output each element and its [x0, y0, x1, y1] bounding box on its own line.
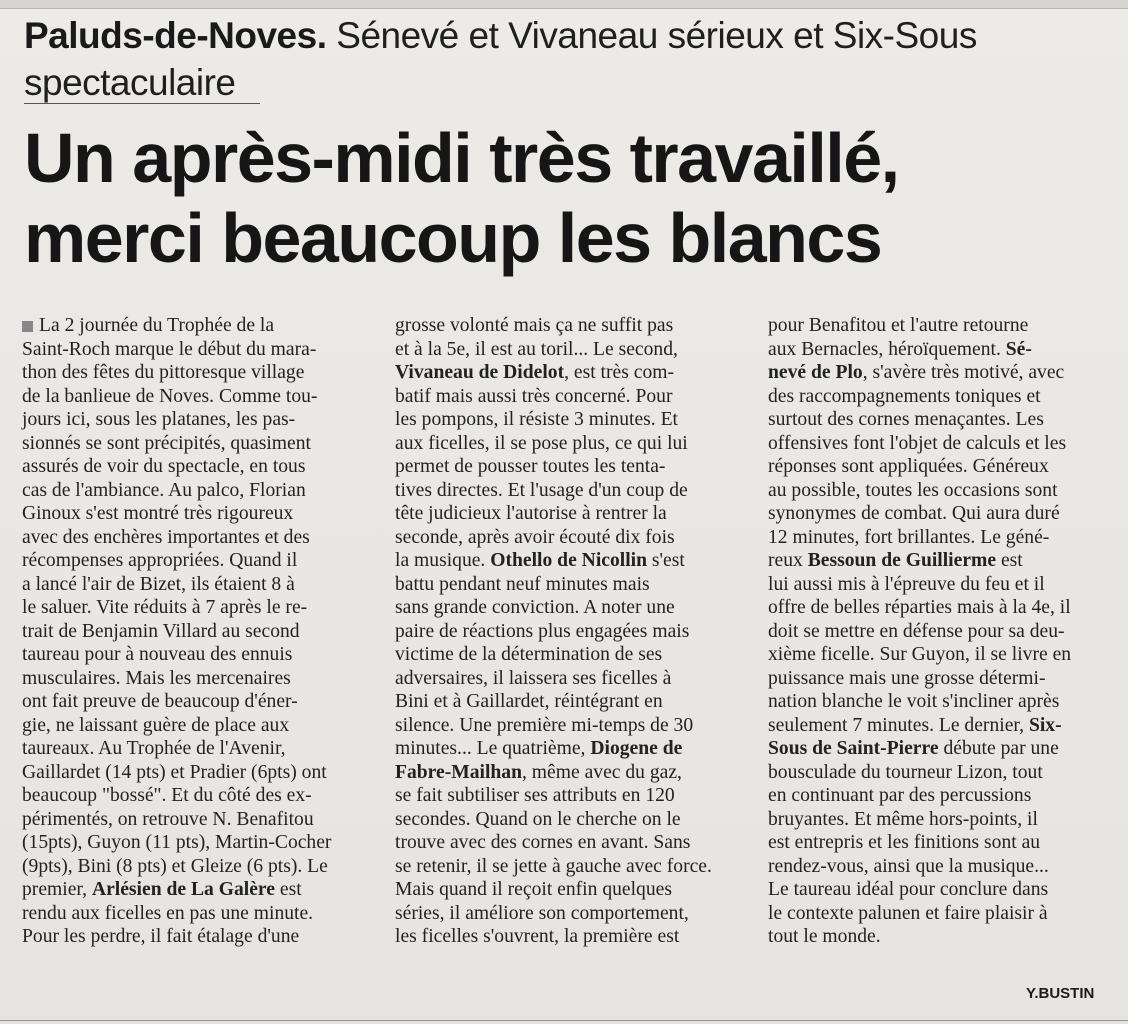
column-line: ont fait preuve de beaucoup d'éner-	[22, 691, 298, 712]
bull-name: Six-	[1028, 714, 1062, 736]
column-line: secondes. Quand on le cherche on le	[395, 808, 681, 830]
column-line: nevé de Plo, s'avère très motivé, avec	[768, 362, 1065, 383]
article-kicker	[24, 12, 1064, 106]
column-line: cas de l'ambiance. Au palco, Florian	[22, 479, 306, 501]
column-line: Ginoux s'est montré très rigoureux	[22, 503, 294, 524]
bull-name: Arlésien de La Galère	[91, 879, 275, 900]
column-line: de la banlieue de Noves. Comme tou-	[22, 385, 318, 407]
column-line: rendez-vous, ainsi que la musique...	[768, 855, 1049, 877]
column-line: offensives font l'objet de calculs et les	[768, 432, 1067, 454]
column-line: battu pendant neuf minutes mais	[395, 573, 650, 595]
bull-name: Diogene de	[590, 738, 683, 759]
column-line: seulement 7 minutes. Le dernier, Six-	[768, 714, 1062, 736]
article-headline	[24, 118, 1114, 278]
column-line: La 2 journée du Trophée de la	[22, 314, 367, 338]
column-line: silence. Une première mi-temps de 30	[395, 714, 694, 736]
column-line: le contexte palunen et faire plaisir à	[768, 902, 1048, 924]
column-line: tout le monde.	[768, 926, 881, 947]
column-line: permet de pousser toutes les tenta-	[395, 456, 666, 477]
column-line: grosse volonté mais ça ne suffit pas	[395, 315, 674, 336]
column-line: les pompons, il résiste 3 minutes. Et	[395, 409, 678, 430]
column-line: seconde, après avoir écouté dix fois	[395, 526, 675, 548]
article-body	[22, 314, 1112, 1004]
column-line: batif mais aussi très concerné. Pour	[395, 385, 673, 407]
column-line: se retenir, il se jette à gauche avec force.	[395, 855, 712, 877]
bottom-rule	[0, 1020, 1128, 1021]
column-line: le saluer. Vite réduits à 7 après le re-	[22, 597, 308, 618]
column-line: périmentés, on retrouve N. Benafitou	[22, 808, 314, 830]
kicker-text: Sénevé et Vivaneau sérieux et Six-Sous	[336, 15, 977, 56]
column-line: rendu aux ficelles en pas une minute.	[22, 902, 314, 924]
column-line: au possible, toutes les occasions sont	[768, 479, 1058, 501]
column-line: séries, il améliore son comportement,	[395, 902, 689, 924]
column-line: Sous de Saint-Pierre débute par une	[768, 738, 1059, 759]
column-line: xième ficelle. Sur Guyon, il se livre en	[768, 644, 1072, 665]
column-line: minutes... Le quatrième, Diogene de	[395, 738, 683, 759]
article-column-2	[395, 314, 740, 949]
bull-name: Othello de Nicollin	[490, 550, 647, 571]
column-line: et à la 5e, il est au toril... Le second,	[395, 338, 678, 360]
kicker-text-2: spectaculaire	[24, 62, 236, 103]
column-line: Le taureau idéal pour conclure dans	[768, 879, 1049, 900]
column-line: sans grande conviction. A noter une	[395, 597, 675, 618]
column-line: taureaux. Au Trophée de l'Avenir,	[22, 738, 286, 759]
paragraph-marker-icon	[22, 321, 33, 332]
column-line: tête judicieux l'autorise à rentrer la	[395, 503, 667, 524]
column-line: tives directes. Et l'usage d'un coup de	[395, 479, 688, 501]
column-line: 12 minutes, fort brillantes. Le géné-	[768, 526, 1050, 548]
kicker-underline	[24, 103, 260, 104]
column-line: réponses sont appliquées. Généreux	[768, 456, 1049, 477]
column-line: trait de Benjamin Villard au second	[22, 620, 300, 642]
kicker-place: Paluds-de-Noves.	[24, 15, 327, 56]
column-line: se fait subtiliser ses attributs en 120	[395, 785, 675, 806]
column-line: a lancé l'air de Bizet, ils étaient 8 à	[22, 573, 295, 595]
column-line: aux Bernacles, héroïquement. Sé-	[768, 338, 1032, 360]
column-line: paire de réactions plus engagées mais	[395, 620, 690, 642]
column-line: Gaillardet (14 pts) et Pradier (6pts) ont	[22, 761, 327, 783]
column-line: Vivaneau de Didelot, est très com-	[395, 362, 675, 383]
article-byline: Y.BUSTIN	[1026, 985, 1095, 1002]
bull-name: Sous de Saint-Pierre	[768, 738, 939, 759]
column-line: assurés de voir du spectacle, en tous	[22, 456, 306, 477]
column-line: sionnés se sont précipités, quasiment	[22, 432, 311, 454]
column-line: est entrepris et les finitions sont au	[768, 832, 1041, 853]
column-line: en continuant par des percussions	[768, 785, 1032, 806]
column-line: avec des enchères importantes et des	[22, 526, 310, 548]
bull-name: Fabre-Mailhan	[395, 761, 522, 783]
column-line: Bini et à Gaillardet, réintégrant en	[395, 691, 663, 712]
column-line: beaucoup "bossé". Et du côté des ex-	[22, 785, 312, 806]
column-line: (15pts), Guyon (11 pts), Martin-Cocher	[22, 832, 332, 853]
column-line: Mais quand il reçoit enfin quelques	[395, 879, 672, 900]
bull-name: Bessoun de Guillierme	[807, 550, 997, 571]
column-line: synonymes de combat. Qui aura duré	[768, 503, 1060, 524]
column-line: bousculade du tourneur Lizon, tout	[768, 761, 1043, 783]
column-line: nation blanche le voit s'incliner après	[768, 691, 1060, 712]
column-line: gie, ne laissant guère de place aux	[22, 714, 290, 736]
bull-name: Vivaneau de Didelot	[395, 362, 565, 383]
column-line: des raccompagnements toniques et	[768, 385, 1041, 407]
column-line: les ficelles s'ouvrent, la première est	[395, 926, 680, 947]
top-rule	[0, 0, 1128, 9]
column-line: Fabre-Mailhan, même avec du gaz,	[395, 761, 682, 783]
column-line: récompenses appropriées. Quand il	[22, 550, 298, 571]
column-line: surtout des cornes menaçantes. Les	[768, 409, 1044, 430]
bull-name: nevé de Plo	[768, 362, 863, 383]
column-line: victime de la détermination de ses	[395, 644, 663, 665]
column-line: musculaires. Mais les mercenaires	[22, 667, 291, 689]
article-column-3	[768, 314, 1113, 949]
column-line: offre de belles réparties mais à la 4e, il	[768, 597, 1071, 618]
column-line: (9pts), Bini (8 pts) et Gleize (6 pts). Le	[22, 855, 328, 877]
column-line: aux ficelles, il se pose plus, ce qui lui	[395, 432, 688, 454]
column-line: lui aussi mis à l'épreuve du feu et il	[768, 573, 1045, 595]
column-line: doit se mettre en défense pour sa deu-	[768, 620, 1065, 642]
headline-line-2: merci beaucoup les blancs	[24, 199, 882, 277]
column-line: la musique. Othello de Nicollin s'est	[395, 550, 685, 571]
column-line: Pour les perdre, il fait étalage d'une	[22, 926, 300, 947]
column-line: adversaires, il laissera ses ficelles à	[395, 667, 672, 689]
column-line: puissance mais une grosse détermi-	[768, 667, 1046, 689]
column-line: pour Benafitou et l'autre retourne	[768, 315, 1029, 336]
column-line: taureau pour à nouveau des ennuis	[22, 644, 293, 665]
column-line: thon des fêtes du pittoresque village	[22, 362, 305, 383]
column-line: bruyantes. Et même hors-points, il	[768, 808, 1038, 830]
headline-line-1: Un après-midi très travaillé,	[24, 119, 899, 197]
article-column-1	[22, 314, 367, 949]
column-line: reux Bessoun de Guillierme est	[768, 550, 1023, 571]
column-line: trouve avec des cornes en avant. Sans	[395, 832, 691, 853]
bull-name: Sé-	[1005, 338, 1032, 360]
column-line: premier, Arlésien de La Galère est	[22, 879, 302, 900]
column-line: Saint-Roch marque le début du mara-	[22, 338, 317, 360]
column-line: jours ici, sous les platanes, les pas-	[22, 409, 296, 430]
